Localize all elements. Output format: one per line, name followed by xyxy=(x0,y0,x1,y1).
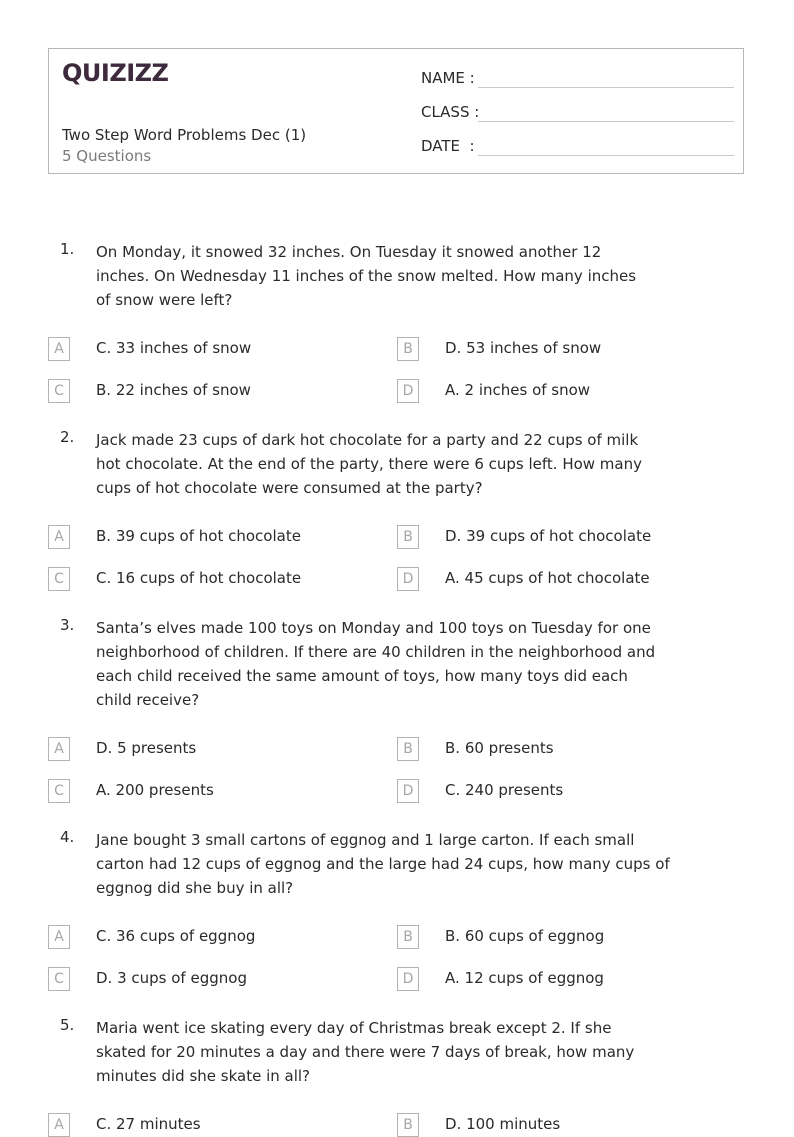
option-text: D. 5 presents xyxy=(96,739,197,757)
option-text: B. 60 cups of eggnog xyxy=(445,927,605,945)
name-label: NAME : xyxy=(421,69,475,87)
worksheet-header xyxy=(48,48,744,174)
question-number: 4. xyxy=(60,828,75,846)
question-line: inches. On Wednesday 11 inches of the snow melted. How many inches xyxy=(96,267,637,285)
question-text xyxy=(96,240,661,312)
option-text: A. 45 cups of hot chocolate xyxy=(445,569,650,587)
option-text: B. 60 presents xyxy=(445,739,554,757)
question-line: skated for 20 minutes a day and there were 7 days of break, how many xyxy=(96,1043,635,1061)
option-letter-box: A xyxy=(48,337,70,361)
option-letter-box: C xyxy=(48,379,70,403)
question-line: carton had 12 cups of eggnog and the large had 24 cups, how many cups of xyxy=(96,855,670,873)
question-line: of snow were left? xyxy=(96,291,233,309)
date-label: DATE : xyxy=(421,137,475,155)
option-letter-box: B xyxy=(397,925,419,949)
option-text: C. 27 minutes xyxy=(96,1115,201,1133)
option-text: D. 3 cups of eggnog xyxy=(96,969,247,987)
question-line: On Monday, it snowed 32 inches. On Tuesday it snowed another 12 xyxy=(96,243,602,261)
question-number: 3. xyxy=(60,616,75,634)
option-text: C. 240 presents xyxy=(445,781,564,799)
option-letter-box: B xyxy=(397,525,419,549)
option-text: C. 36 cups of eggnog xyxy=(96,927,256,945)
question-line: eggnog did she buy in all? xyxy=(96,879,294,897)
name-line xyxy=(478,87,734,88)
class-label: CLASS : xyxy=(421,103,480,121)
question-text xyxy=(96,1016,661,1088)
quizizz-logo: QUIZIZZ xyxy=(62,59,169,87)
option-text: C. 33 inches of snow xyxy=(96,339,252,357)
option-text: A. 200 presents xyxy=(96,781,214,799)
question-line: Jack made 23 cups of dark hot chocolate for a party and 22 cups of milk xyxy=(96,431,639,449)
option-letter-box: D xyxy=(397,567,419,591)
option-letter-box: A xyxy=(48,737,70,761)
option-letter-box: C xyxy=(48,967,70,991)
question-number: 2. xyxy=(60,428,75,446)
option-letter-box: A xyxy=(48,525,70,549)
option-text: A. 12 cups of eggnog xyxy=(445,969,604,987)
option-text: B. 22 inches of snow xyxy=(96,381,251,399)
question-line: neighborhood of children. If there are 40 children in the neighborhood and xyxy=(96,643,656,661)
option-text: D. 100 minutes xyxy=(445,1115,561,1133)
question-line: Santa’s elves made 100 toys on Monday and 100 toys on Tuesday for one xyxy=(96,619,651,637)
option-letter-box: D xyxy=(397,967,419,991)
question-line: minutes did she skate in all? xyxy=(96,1067,311,1085)
question-number: 1. xyxy=(60,240,75,258)
question-line: hot chocolate. At the end of the party, there were 6 cups left. How many xyxy=(96,455,642,473)
option-letter-box: C xyxy=(48,779,70,803)
question-line: child receive? xyxy=(96,691,200,709)
option-text: B. 39 cups of hot chocolate xyxy=(96,527,301,545)
option-letter-box: D xyxy=(397,779,419,803)
question-number: 5. xyxy=(60,1016,75,1034)
question-line: Jane bought 3 small cartons of eggnog and 1 large carton. If each small xyxy=(96,831,635,849)
question-count: 5 Questions xyxy=(62,147,152,165)
option-text: D. 39 cups of hot chocolate xyxy=(445,527,652,545)
option-text: C. 16 cups of hot chocolate xyxy=(96,569,302,587)
option-letter-box: B xyxy=(397,337,419,361)
question-text xyxy=(96,616,696,712)
question-text xyxy=(96,428,661,500)
worksheet-title: Two Step Word Problems Dec (1) xyxy=(62,126,307,144)
question-line: Maria went ice skating every day of Christmas break except 2. If she xyxy=(96,1019,612,1037)
question-text xyxy=(96,828,706,900)
class-line xyxy=(478,121,734,122)
option-letter-box: B xyxy=(397,1113,419,1137)
option-letter-box: D xyxy=(397,379,419,403)
date-line xyxy=(478,155,734,156)
question-line: each child received the same amount of toys, how many toys did each xyxy=(96,667,628,685)
option-letter-box: B xyxy=(397,737,419,761)
option-letter-box: A xyxy=(48,1113,70,1137)
option-letter-box: C xyxy=(48,567,70,591)
question-line: cups of hot chocolate were consumed at the party? xyxy=(96,479,483,497)
option-text: D. 53 inches of snow xyxy=(445,339,602,357)
option-text: A. 2 inches of snow xyxy=(445,381,591,399)
option-letter-box: A xyxy=(48,925,70,949)
